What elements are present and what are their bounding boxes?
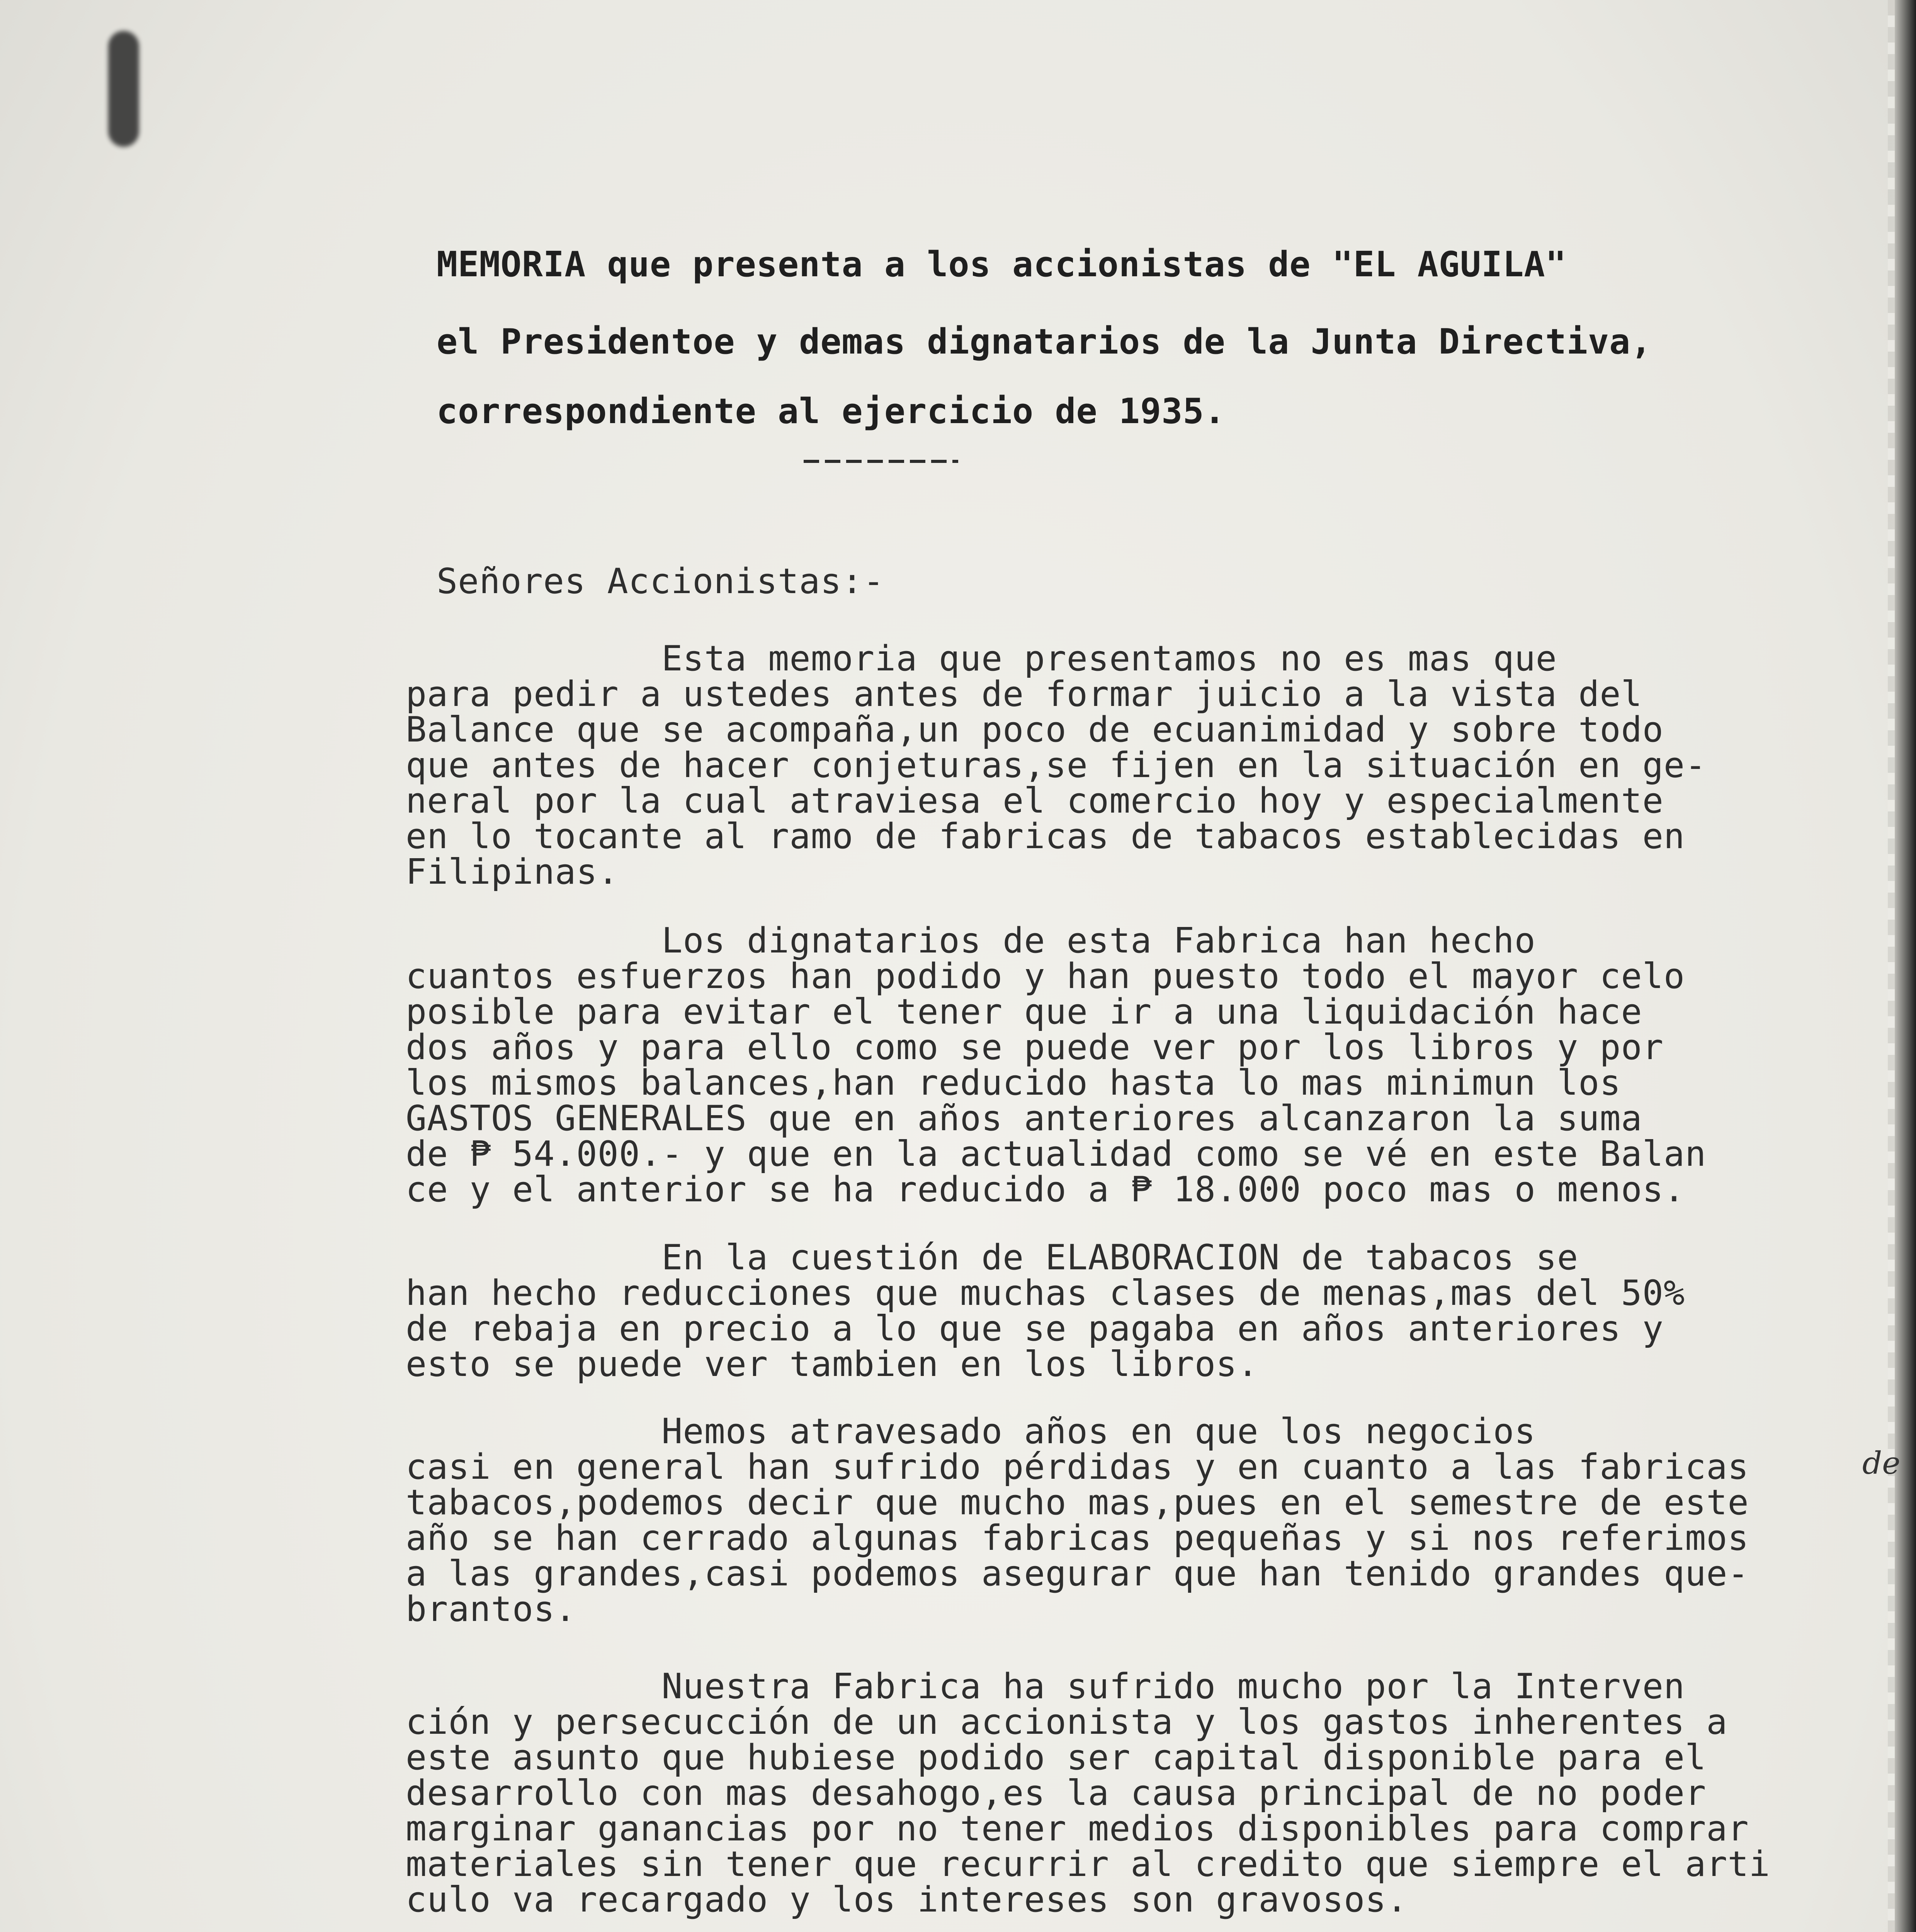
heading-line-3: correspondiente al ejercicio de 1935. <box>437 391 1226 432</box>
heading-line-1: MEMORIA que presenta a los accionistas de "EL AGUILA" <box>437 244 1567 285</box>
page-edge-shadow <box>1888 0 1895 1932</box>
body-line: Los dignatarios de esta Fabrica han hecho <box>406 920 1536 961</box>
body-line: en lo tocante al ramo de fabricas de tabacos establecidas en <box>406 816 1685 857</box>
body-line: los mismos balances,han reducido hasta lo mas minimun los <box>406 1063 1621 1103</box>
body-line: a las grandes,casi podemos asegurar que han tenido grandes que- <box>406 1553 1749 1594</box>
body-line: desarrollo con mas desahogo,es la causa principal de no poder <box>406 1773 1707 1813</box>
salutation: Señores Accionistas:- <box>437 561 884 602</box>
body-line: Hemos atravesado años en que los negocios <box>406 1411 1536 1452</box>
body-line: este asunto que hubiese podido ser capital disponible para el <box>406 1737 1707 1778</box>
body-line: de rebaja en precio a lo que se pagaba en años anteriores y <box>406 1308 1664 1349</box>
body-line: Filipinas. <box>406 852 619 892</box>
heading-divider <box>804 460 958 463</box>
body-line: posible para evitar el tener que ir a una liquidación hace <box>406 992 1642 1032</box>
body-line: Balance que se acompaña,un poco de ecuanimidad y sobre todo <box>406 709 1664 750</box>
body-line: cuantos esfuerzos han podido y han puesto todo el mayor celo <box>406 956 1685 997</box>
body-line: materiales sin tener que recurrir al credito que siempre el arti <box>406 1844 1770 1884</box>
body-line: que antes de hacer conjeturas,se fijen en la situación en ge- <box>406 745 1707 786</box>
body-line: dos años y para ello como se puede ver por los libros y por <box>406 1027 1664 1068</box>
body-line: ción y persecucción de un accionista y los gastos inherentes a <box>406 1702 1728 1742</box>
body-line: tabacos,podemos decir que mucho mas,pues en el semestre de este <box>406 1482 1749 1523</box>
body-line: ce y el anterior se ha reducido a ₱ 18.000 poco mas o menos. <box>406 1169 1685 1210</box>
body-line: casi en general han sufrido pérdidas y en cuanto a las fabricas <box>406 1447 1749 1487</box>
body-line: de ₱ 54.000.- y que en la actualidad como se vé en este Balan <box>406 1134 1707 1174</box>
binding-mark <box>108 31 139 147</box>
body-line: marginar ganancias por no tener medios disponibles para comprar <box>406 1808 1749 1849</box>
body-line: culo va recargado y los intereses son gravosos. <box>406 1879 1408 1920</box>
body-line: neral por la cual atraviesa el comercio hoy y especialmente <box>406 781 1664 821</box>
body-line: En la cuestión de ELABORACION de tabacos se <box>406 1237 1579 1278</box>
body-line: Esta memoria que presentamos no es mas que <box>406 638 1557 679</box>
handwritten-insert: de <box>1862 1445 1901 1481</box>
heading-line-2: el Presidentoe y demas dignatarios de la Junta Directiva, <box>437 321 1652 362</box>
body-line: esto se puede ver tambien en los libros. <box>406 1344 1259 1384</box>
body-line: año se han cerrado algunas fabricas pequeñas y si nos referimos <box>406 1518 1749 1558</box>
body-line: GASTOS GENERALES que en años anteriores alcanzaron la suma <box>406 1098 1642 1139</box>
body-line: han hecho reducciones que muchas clases de menas,mas del 50% <box>406 1273 1685 1313</box>
body-line: brantos. <box>406 1589 576 1629</box>
body-line: para pedir a ustedes antes de formar juicio a la vista del <box>406 674 1642 714</box>
body-line: Nuestra Fabrica ha sufrido mucho por la Interven <box>406 1666 1685 1707</box>
page-edge-dark <box>1895 0 1916 1932</box>
